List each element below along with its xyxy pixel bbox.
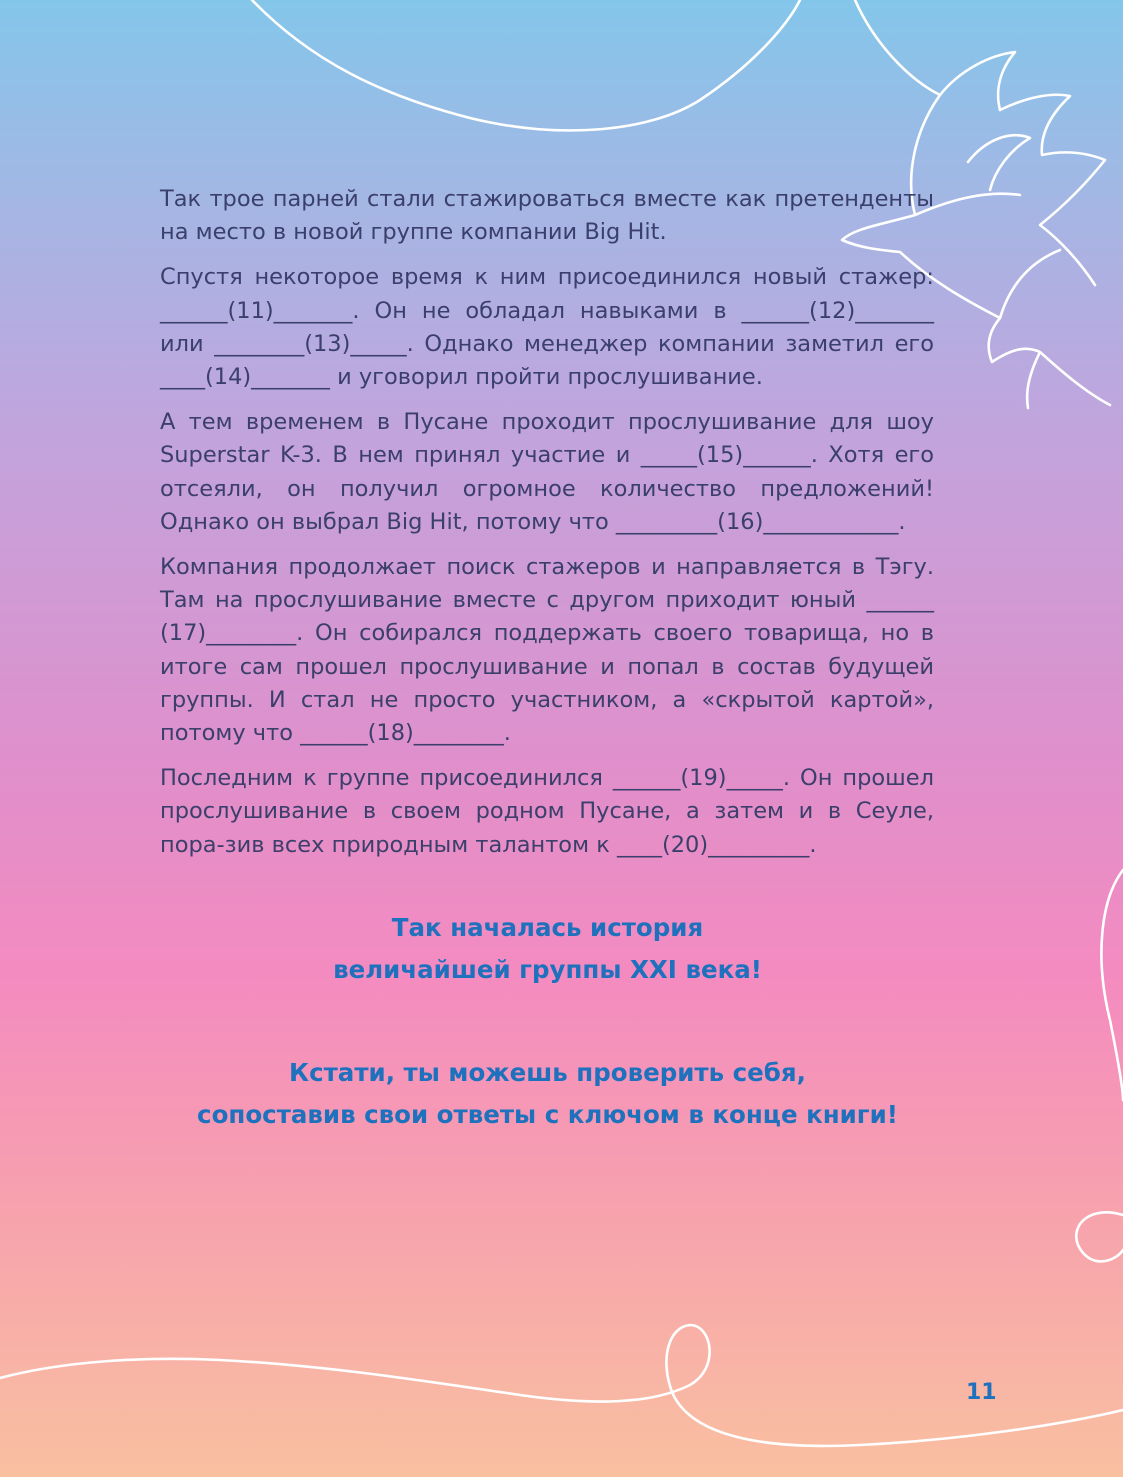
page-number: 11 bbox=[966, 1380, 997, 1405]
right-lower-loop bbox=[1076, 1212, 1123, 1261]
answer-key-line-1: Кстати, ты можешь проверить себя, bbox=[289, 1058, 806, 1087]
answer-key-line-2: сопоставив свои ответы с ключом в конце книги! bbox=[197, 1100, 898, 1129]
closing-statement bbox=[0, 907, 1095, 991]
paragraph-3: А тем временем в Пусане проходит прослушивание для шоу Superstar K-3. В нем принял участие и _____(15)______. Хотя его отсеяли, он получил огромное количество предложений! Однако он выбрал Big Hit, потому что _________(16)____________. bbox=[160, 409, 934, 535]
paragraph-2: Спустя некоторое время к ним присоединился новый стажер: ______(11)_______. Он не обладал навыками в ______(12)_______ или ________(13)_____. Однако менеджер компании заметил его ____(14)_______ и уговорил пройти прослушивание. bbox=[160, 264, 934, 391]
main-text bbox=[160, 183, 934, 874]
right-swirl-line bbox=[1101, 870, 1123, 1100]
paragraph-1: Так трое парней стали стажироваться вместе как претенденты на место в новой группе компании Big Hit. bbox=[160, 186, 934, 246]
top-swirl-line bbox=[252, 0, 800, 130]
bottom-swirl-line bbox=[0, 1325, 1123, 1446]
closing-line-2: величайшей группы XXI века! bbox=[333, 955, 762, 984]
closing-line-1: Так началась история bbox=[391, 913, 704, 942]
paragraph-5: Последним к группе присоединился ______(19)_____. Он прошел прослушивание в своем родном Пусане, а затем и в Сеуле, пора-зив всех природным талантом к ____(20)_________. bbox=[160, 765, 934, 858]
answer-key-note bbox=[0, 1052, 1095, 1136]
paragraph-4: Компания продолжает поиск стажеров и направляется в Тэгу. Там на прослушивание вместе с другом приходит юный ______ (17)________. Он собирался поддержать своего товарища, но в итоге сам прошел прослушивание и попал в состав будущей группы. И стал не просто участником, а «скрытой картой», потому что ______(18)________. bbox=[160, 554, 934, 747]
